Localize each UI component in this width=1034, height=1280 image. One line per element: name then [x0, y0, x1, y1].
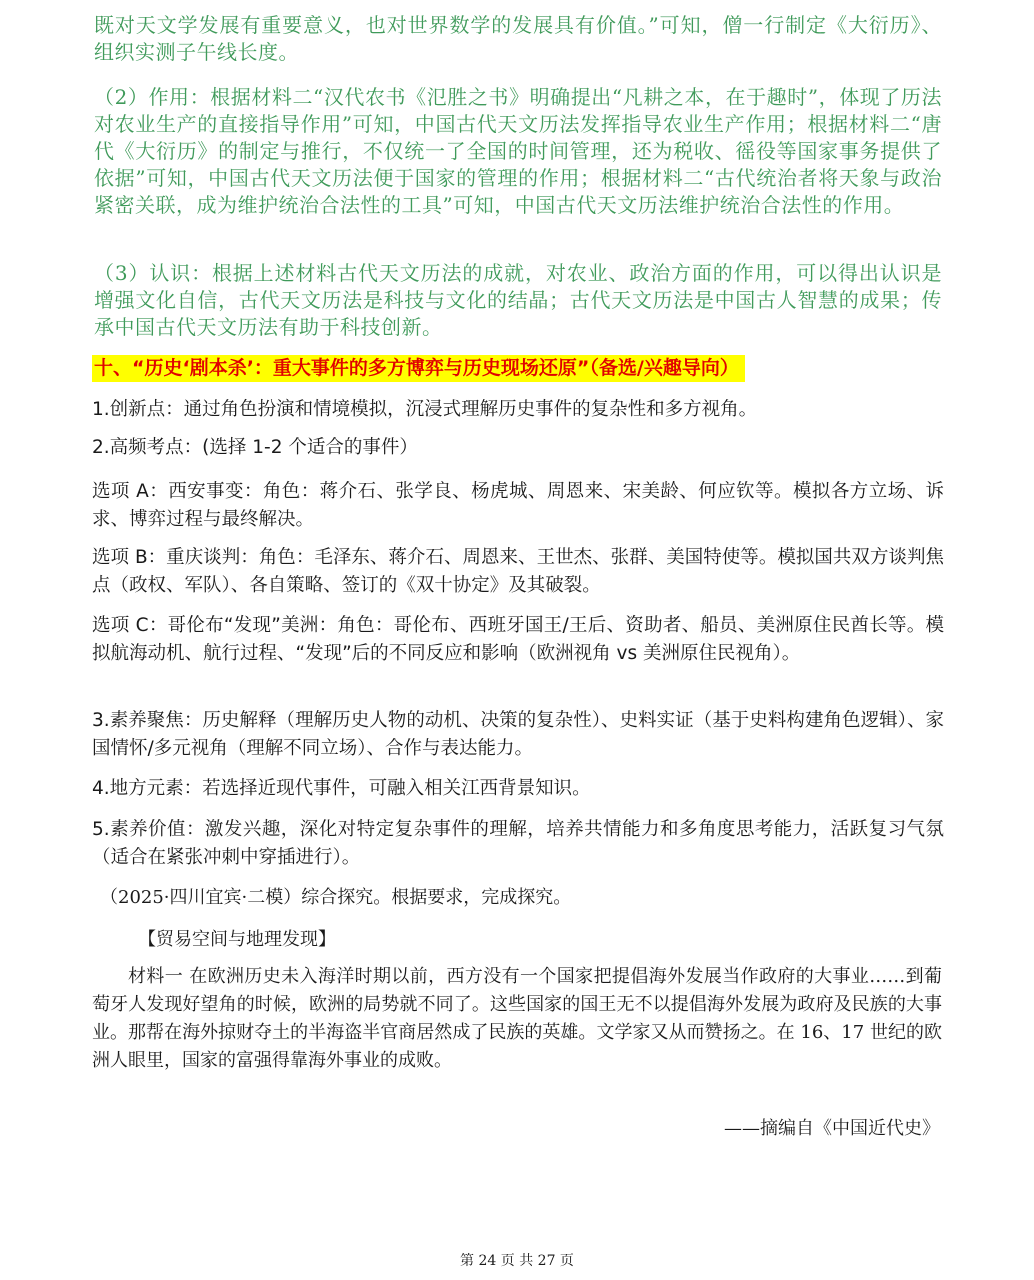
question-topic: 【贸易空间与地理发现】: [138, 929, 336, 950]
option-c: 选项 C：哥伦布“发现”美洲：角色：哥伦布、西班牙国王/王后、资助者、船员、美洲原住民酋长等。模拟航海动机、航行过程、“发现”后的不同反应和影响（欧洲视角 vs 美洲原住民视角）。: [92, 615, 944, 664]
answer-intro-block: [94, 12, 942, 66]
section-heading: 十、“历史‘剧本杀’：重大事件的多方博弈与历史现场还原”（备选/兴趣导向）: [92, 355, 745, 382]
page-number: 第 24 页 共 27 页: [460, 1253, 574, 1269]
item-4-block: [92, 775, 944, 803]
answer-part2-block: [94, 84, 942, 219]
item-5-block: [92, 816, 944, 872]
item-2-block: [92, 434, 944, 462]
item-1-block: [92, 396, 944, 424]
answer-part3: （3）认识：根据上述材料古代天文历法的成就，对农业、政治方面的作用，可以得出认识是增强文化自信，古代天文历法是科技与文化的结晶；古代天文历法是中国古人智慧的成果；传承中国古代天文历法有助于科技创新。: [94, 261, 942, 339]
answer-intro: 既对天文学发展有重要意义，也对世界数学的发展具有价值。”可知，僧一行制定《大衍历》、组织实测子午线长度。: [94, 13, 942, 64]
item-innovation: 1.创新点：通过角色扮演和情境模拟，沉浸式理解历史事件的复杂性和多方视角。: [92, 399, 758, 420]
material-citation: ——摘编自《中国近代史》: [724, 1118, 940, 1139]
answer-part3-block: [94, 260, 942, 341]
item-literacy-focus: 3.素养聚焦：历史解释（理解历史人物的动机、决策的复杂性）、史料实证（基于史料构建角色逻辑）、家国情怀/多元视角（理解不同立场）、合作与表达能力。: [92, 710, 944, 759]
option-a-block: [92, 478, 944, 534]
material-one: 材料一 在欧洲历史未入海洋时期以前，西方没有一个国家把提倡海外发展当作政府的大事业……到葡萄牙人发现好望角的时候，欧洲的局势就不同了。这些国家的国王无不以提倡海外发展为政府及民族的大事业。那帮在海外掠财夺土的半海盗半官商居然成了民族的英雄。文学家又从而赞扬之。在 16、17 世纪的欧洲人眼里，国家的富强得靠海外事业的成败。: [92, 966, 942, 1071]
option-b-block: [92, 544, 944, 600]
option-a: 选项 A：西安事变：角色：蒋介石、张学良、杨虎城、周恩来、宋美龄、何应钦等。模拟各方立场、诉求、博弈过程与最终解决。: [92, 481, 944, 530]
item-key-points: 2.高频考点：(选择 1-2 个适合的事件）: [92, 437, 418, 458]
item-literacy-value: 5.素养价值：激发兴趣，深化对特定复杂事件的理解，培养共情能力和多角度思考能力，活跃复习气氛（适合在紧张冲刺中穿插进行）。: [92, 819, 944, 868]
answer-part2: （2）作用：根据材料二“汉代农书《氾胜之书》明确提出“凡耕之本，在于趣时”，体现了历法对农业生产的直接指导作用”可知，中国古代天文历法发挥指导农业生产作用；根据材料二“唐代《大衍历》的制定与推行，不仅统一了全国的时间管理，还为税收、徭役等国家事务提供了依据”可知，中国古代天文历法便于国家的管理的作用；根据材料二“古代统治者将天象与政治紧密关联，成为维护统治合法性的工具”可知，中国古代天文历法维护统治合法性的作用。: [94, 85, 942, 217]
question-source: （2025·四川宜宾·二模）综合探究。根据要求，完成探究。: [100, 887, 572, 908]
item-local-elements: 4.地方元素：若选择近现代事件，可融入相关江西背景知识。: [92, 778, 591, 799]
item-3-block: [92, 707, 944, 763]
option-b: 选项 B：重庆谈判：角色：毛泽东、蒋介石、周恩来、王世杰、张群、美国特使等。模拟国共双方谈判焦点（政权、军队）、各自策略、签订的《双十协定》及其破裂。: [92, 547, 944, 596]
option-c-block: [92, 612, 944, 668]
